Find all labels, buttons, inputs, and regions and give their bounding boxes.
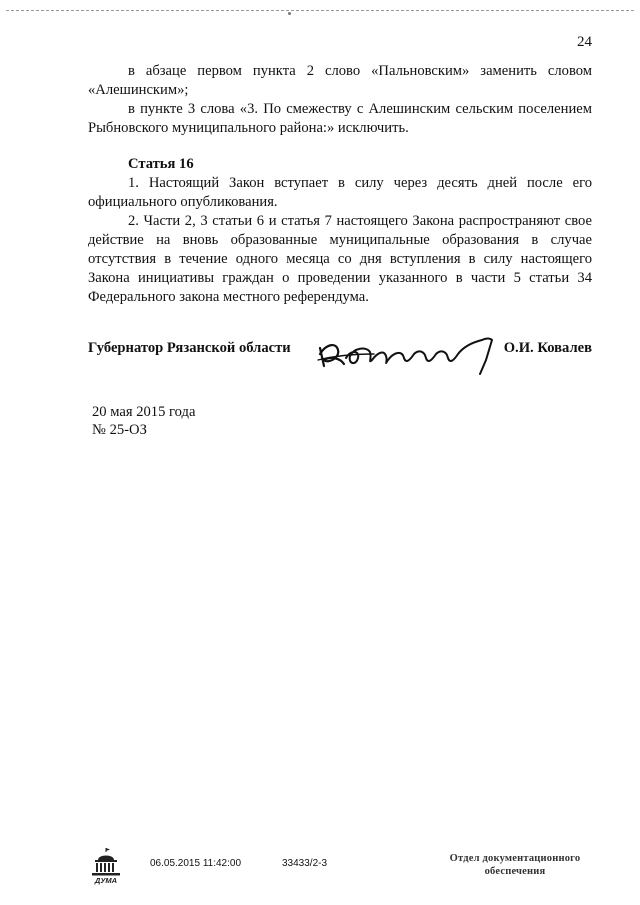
page-footer (0, 846, 640, 886)
handwritten-signature (314, 330, 504, 376)
amendment-paragraph: в абзаце первом пункта 2 слово «Пальновским» заменить словом «Алешинским»; (88, 63, 592, 98)
amendment-paragraph: в пункте 3 слова «3. По смежеству с Алешинским сельским поселением Рыбновского муниципального района:» исключить. (88, 101, 592, 136)
article-title: Статья 16 (128, 156, 194, 172)
law-number: № 25-ОЗ (92, 422, 147, 438)
article-paragraph: 2. Части 2, 3 статьи 6 и статья 7 настоящего Закона распространяют свое действие на вновь образованные муниципальные образования в случае отсутствия в течение одного месяца со дня вступления в силу настоящего Закона инициативы граждан о проведении указанного в части 5 статьи 34 Федерального закона местного референдума. (88, 213, 592, 305)
body-text (88, 62, 592, 307)
department-stamp-line: обеспечения (484, 866, 546, 877)
page-number: 24 (577, 34, 592, 50)
department-stamp (430, 852, 600, 878)
duma-logo-text: ДУМА (94, 876, 118, 885)
document-id: 33433/2-3 (282, 858, 328, 869)
duma-logo-icon (88, 846, 124, 886)
scan-mark (288, 12, 291, 15)
article-paragraph: 1. Настоящий Закон вступает в силу через десять дней после его официального опубликования. (88, 175, 592, 210)
signer-name: О.И. Ковалев (503, 340, 592, 356)
issue-block (92, 403, 195, 439)
signature-block (88, 330, 592, 376)
scan-top-edge (6, 10, 634, 11)
department-stamp-line: Отдел документационного (449, 853, 581, 864)
signer-title: Губернатор Рязанской области (88, 340, 291, 356)
print-timestamp: 06.05.2015 11:42:00 (150, 858, 242, 869)
issue-date: 20 мая 2015 года (92, 404, 196, 420)
